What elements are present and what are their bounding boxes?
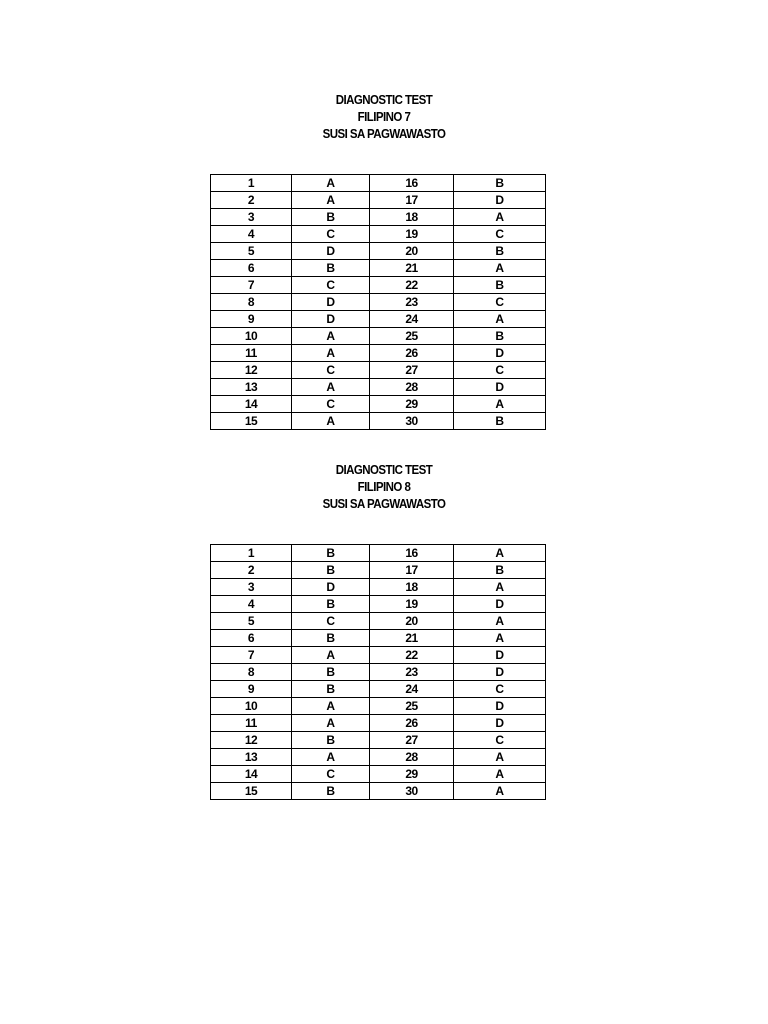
- item-number-cell: 21: [370, 260, 454, 277]
- item-number-cell: 25: [370, 328, 454, 345]
- answer-cell: A: [454, 260, 546, 277]
- answer-cell: B: [454, 175, 546, 192]
- answer-cell: C: [454, 362, 546, 379]
- answer-cell: A: [454, 209, 546, 226]
- item-number-cell: 29: [370, 766, 454, 783]
- answer-cell: C: [292, 362, 370, 379]
- answer-cell: C: [454, 226, 546, 243]
- item-number-cell: 3: [211, 579, 292, 596]
- item-number-cell: 27: [370, 362, 454, 379]
- table-row: [211, 545, 546, 562]
- table-row: [211, 413, 546, 430]
- item-number-cell: 4: [211, 596, 292, 613]
- table-row: [211, 647, 546, 664]
- item-number-cell: 30: [370, 413, 454, 430]
- answer-cell: D: [292, 579, 370, 596]
- table-row: [211, 243, 546, 260]
- table-row: [211, 562, 546, 579]
- answer-cell: D: [292, 311, 370, 328]
- answer-cell: B: [292, 681, 370, 698]
- item-number-cell: 14: [211, 396, 292, 413]
- item-number-cell: 3: [211, 209, 292, 226]
- item-number-cell: 5: [211, 613, 292, 630]
- item-number-cell: 15: [211, 413, 292, 430]
- table-row: [211, 783, 546, 800]
- table-row: [211, 630, 546, 647]
- heading-line-subject: FILIPINO 7: [357, 110, 411, 124]
- answer-cell: A: [292, 749, 370, 766]
- item-number-cell: 7: [211, 277, 292, 294]
- answer-cell: A: [454, 783, 546, 800]
- answer-cell: B: [292, 732, 370, 749]
- item-number-cell: 11: [211, 345, 292, 362]
- item-number-cell: 23: [370, 664, 454, 681]
- table-row: [211, 260, 546, 277]
- item-number-cell: 2: [211, 192, 292, 209]
- answer-cell: D: [454, 596, 546, 613]
- item-number-cell: 28: [370, 749, 454, 766]
- item-number-cell: 6: [211, 630, 292, 647]
- heading-line-answer-key: SUSI SA PAGWAWASTO: [322, 127, 446, 141]
- answer-cell: A: [292, 192, 370, 209]
- answer-cell: C: [292, 613, 370, 630]
- item-number-cell: 1: [211, 545, 292, 562]
- table-row: [211, 209, 546, 226]
- heading-line-answer-key: SUSI SA PAGWAWASTO: [322, 497, 446, 511]
- heading-line-subject: FILIPINO 8: [357, 480, 411, 494]
- answer-cell: B: [454, 328, 546, 345]
- answer-cell: A: [454, 545, 546, 562]
- answer-cell: C: [292, 766, 370, 783]
- item-number-cell: 15: [211, 783, 292, 800]
- answer-cell: A: [292, 413, 370, 430]
- table-row: [211, 345, 546, 362]
- answer-cell: B: [292, 630, 370, 647]
- table-row: [211, 749, 546, 766]
- answer-cell: B: [292, 596, 370, 613]
- item-number-cell: 17: [370, 192, 454, 209]
- table-row: [211, 328, 546, 345]
- item-number-cell: 16: [370, 545, 454, 562]
- item-number-cell: 26: [370, 345, 454, 362]
- table-row: [211, 715, 546, 732]
- item-number-cell: 6: [211, 260, 292, 277]
- item-number-cell: 5: [211, 243, 292, 260]
- table-row: [211, 294, 546, 311]
- answer-cell: A: [292, 647, 370, 664]
- item-number-cell: 13: [211, 379, 292, 396]
- table-row: [211, 226, 546, 243]
- item-number-cell: 24: [370, 311, 454, 328]
- item-number-cell: 2: [211, 562, 292, 579]
- answer-key-section-filipino-8: [0, 462, 768, 798]
- answer-cell: C: [454, 294, 546, 311]
- item-number-cell: 1: [211, 175, 292, 192]
- item-number-cell: 20: [370, 243, 454, 260]
- item-number-cell: 9: [211, 681, 292, 698]
- table-row: [211, 613, 546, 630]
- item-number-cell: 7: [211, 647, 292, 664]
- item-number-cell: 28: [370, 379, 454, 396]
- heading-line-test-name: DIAGNOSTIC TEST: [335, 463, 433, 477]
- answer-cell: D: [454, 715, 546, 732]
- item-number-cell: 18: [370, 209, 454, 226]
- answer-cell: A: [292, 345, 370, 362]
- answer-cell: A: [454, 630, 546, 647]
- item-number-cell: 16: [370, 175, 454, 192]
- table-row: [211, 311, 546, 328]
- table-row: [211, 362, 546, 379]
- item-number-cell: 12: [211, 732, 292, 749]
- answer-cell: A: [454, 579, 546, 596]
- answer-cell: D: [454, 664, 546, 681]
- answer-cell: A: [292, 715, 370, 732]
- answer-cell: C: [292, 277, 370, 294]
- answer-key-table: [210, 174, 546, 430]
- answer-cell: B: [292, 562, 370, 579]
- item-number-cell: 13: [211, 749, 292, 766]
- section-heading: [31, 462, 738, 513]
- item-number-cell: 25: [370, 698, 454, 715]
- answer-cell: B: [292, 664, 370, 681]
- answer-cell: C: [292, 226, 370, 243]
- table-row: [211, 579, 546, 596]
- answer-cell: A: [292, 698, 370, 715]
- answer-cell: B: [292, 545, 370, 562]
- answer-cell: D: [454, 345, 546, 362]
- item-number-cell: 19: [370, 596, 454, 613]
- table-row: [211, 664, 546, 681]
- answer-cell: B: [454, 277, 546, 294]
- answer-key-section-filipino-7: [0, 92, 768, 428]
- answer-cell: D: [454, 698, 546, 715]
- answer-cell: A: [454, 749, 546, 766]
- table-row: [211, 596, 546, 613]
- answer-cell: A: [292, 328, 370, 345]
- item-number-cell: 22: [370, 647, 454, 664]
- table-row: [211, 175, 546, 192]
- answer-cell: B: [292, 260, 370, 277]
- table-row: [211, 732, 546, 749]
- item-number-cell: 23: [370, 294, 454, 311]
- heading-line-test-name: DIAGNOSTIC TEST: [335, 93, 433, 107]
- answer-cell: A: [292, 379, 370, 396]
- item-number-cell: 8: [211, 294, 292, 311]
- item-number-cell: 27: [370, 732, 454, 749]
- item-number-cell: 8: [211, 664, 292, 681]
- answer-cell: C: [454, 681, 546, 698]
- item-number-cell: 24: [370, 681, 454, 698]
- answer-cell: C: [292, 396, 370, 413]
- table-row: [211, 192, 546, 209]
- table-row: [211, 766, 546, 783]
- item-number-cell: 17: [370, 562, 454, 579]
- item-number-cell: 4: [211, 226, 292, 243]
- answer-cell: D: [454, 192, 546, 209]
- answer-cell: D: [454, 379, 546, 396]
- answer-cell: A: [454, 766, 546, 783]
- table-row: [211, 277, 546, 294]
- item-number-cell: 12: [211, 362, 292, 379]
- item-number-cell: 20: [370, 613, 454, 630]
- item-number-cell: 14: [211, 766, 292, 783]
- item-number-cell: 26: [370, 715, 454, 732]
- table-row: [211, 379, 546, 396]
- answer-cell: B: [292, 783, 370, 800]
- item-number-cell: 9: [211, 311, 292, 328]
- answer-cell: C: [454, 732, 546, 749]
- answer-cell: A: [292, 175, 370, 192]
- item-number-cell: 29: [370, 396, 454, 413]
- table-row: [211, 698, 546, 715]
- answer-cell: A: [454, 613, 546, 630]
- answer-cell: B: [454, 413, 546, 430]
- item-number-cell: 30: [370, 783, 454, 800]
- item-number-cell: 21: [370, 630, 454, 647]
- answer-cell: D: [292, 294, 370, 311]
- table-row: [211, 396, 546, 413]
- item-number-cell: 10: [211, 328, 292, 345]
- item-number-cell: 18: [370, 579, 454, 596]
- item-number-cell: 10: [211, 698, 292, 715]
- table-row: [211, 681, 546, 698]
- answer-cell: D: [454, 647, 546, 664]
- answer-cell: A: [454, 311, 546, 328]
- section-heading: [31, 92, 738, 143]
- answer-cell: D: [292, 243, 370, 260]
- answer-cell: B: [292, 209, 370, 226]
- answer-key-table: [210, 544, 546, 800]
- answer-cell: B: [454, 562, 546, 579]
- answer-cell: A: [454, 396, 546, 413]
- answer-cell: B: [454, 243, 546, 260]
- item-number-cell: 11: [211, 715, 292, 732]
- item-number-cell: 22: [370, 277, 454, 294]
- item-number-cell: 19: [370, 226, 454, 243]
